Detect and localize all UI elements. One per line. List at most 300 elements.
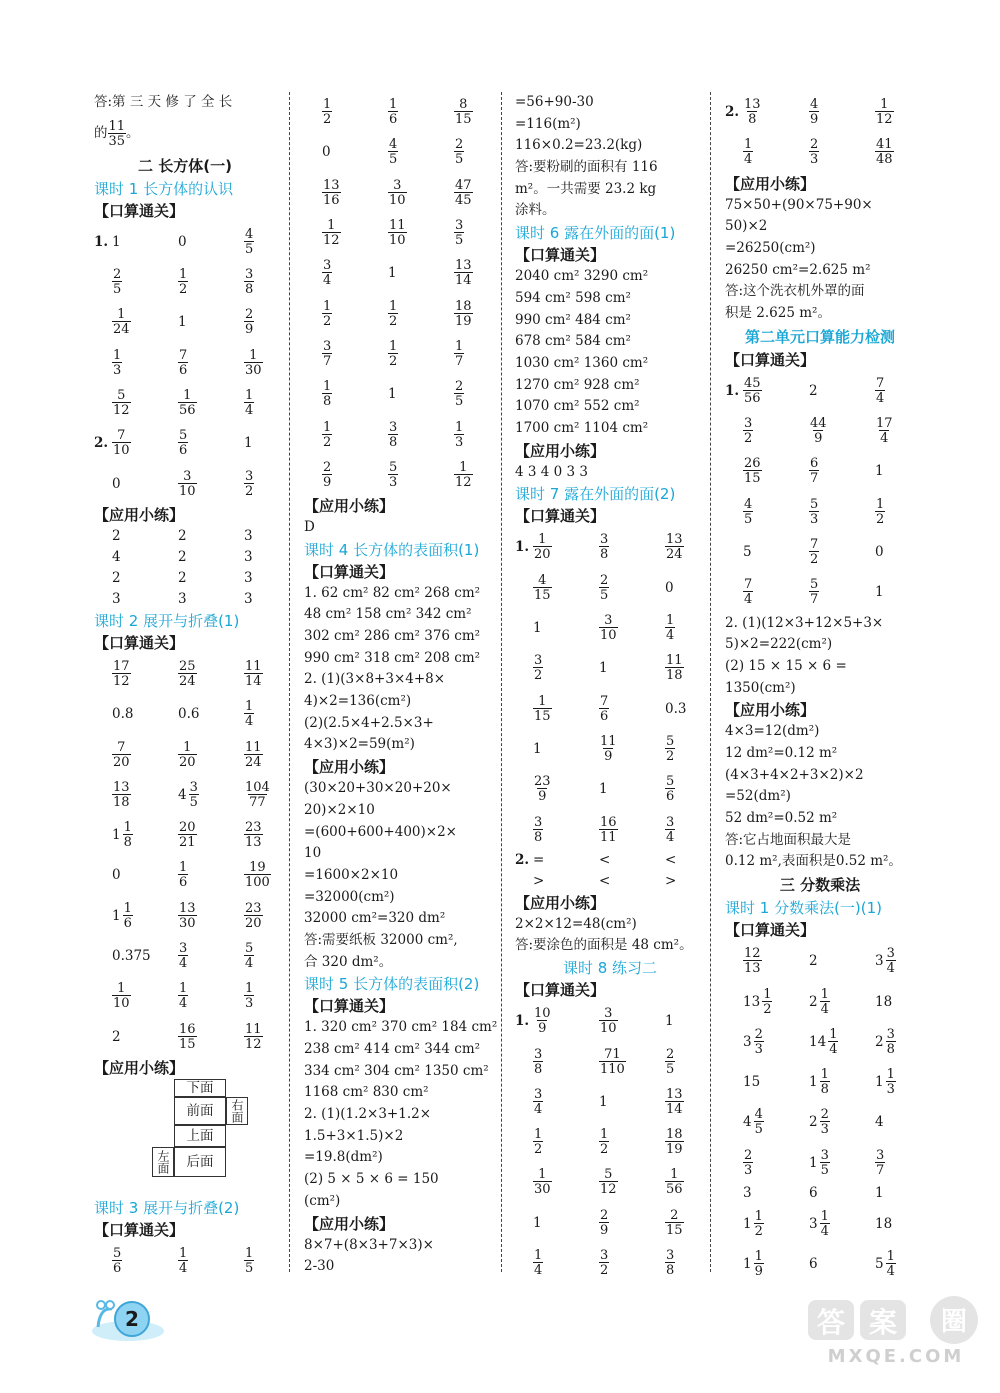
answer-cell — [244, 570, 253, 586]
answer-cell — [112, 706, 178, 722]
denominator: 10 — [113, 996, 130, 1012]
answer-row — [304, 92, 500, 132]
answer-cell — [244, 528, 253, 544]
fraction — [743, 947, 762, 975]
section-heading: 【应用小练】 — [94, 1058, 185, 1077]
answer-cell — [599, 660, 665, 676]
fraction — [244, 349, 263, 377]
column-divider — [289, 92, 290, 1272]
fraction — [809, 498, 819, 526]
numerator: 3 — [393, 177, 402, 193]
answer-cell — [322, 340, 388, 368]
fraction — [322, 98, 332, 126]
denominator: 3 — [113, 362, 122, 378]
whole-part: 2 — [875, 1033, 884, 1050]
numerator: 1 — [880, 97, 889, 113]
answer-cell — [599, 695, 665, 723]
answer-cell — [454, 138, 464, 166]
denominator: 10 — [600, 1021, 617, 1037]
denominator: 2 — [876, 511, 885, 527]
denominator: 8 — [389, 434, 398, 450]
answer-cell — [112, 660, 178, 688]
section-heading: 【口算通关】 — [94, 633, 185, 652]
answer-cell — [322, 219, 388, 247]
numerator: 12 — [744, 946, 761, 962]
answer-row — [304, 455, 500, 495]
answer-row — [725, 1183, 915, 1204]
answer-cell — [178, 349, 244, 377]
fraction — [820, 1108, 830, 1136]
answer-line: 积是 2.625 m²。 — [725, 305, 831, 322]
answer-row — [304, 414, 500, 454]
answer-value: 0 — [322, 144, 331, 161]
answer-cell — [178, 549, 244, 565]
answer-value: 3 — [244, 549, 253, 566]
answer-row — [515, 809, 705, 849]
denominator: 18 — [113, 794, 130, 810]
answer-cell — [112, 570, 178, 586]
numerator: 1 — [389, 97, 398, 113]
fraction — [599, 735, 618, 763]
answer-row — [725, 451, 915, 491]
answer-line: 1. 62 cm² 82 cm² 268 cm² — [304, 584, 481, 601]
denominator: 2 — [389, 313, 398, 329]
answer-row — [725, 1102, 915, 1142]
fraction — [599, 533, 609, 561]
answer-cell — [599, 852, 665, 868]
answer-line: 52 dm²=0.52 m² — [725, 810, 838, 826]
answer-cell — [244, 591, 253, 607]
fraction — [820, 1149, 830, 1177]
answer-cell — [665, 873, 676, 889]
numerator: 3 — [820, 1147, 829, 1163]
denominator: 2 — [245, 483, 254, 499]
fraction — [454, 179, 473, 207]
denominator: 12 — [455, 474, 472, 490]
numerator: 1 — [389, 338, 398, 354]
denominator: 12 — [600, 1182, 617, 1198]
numerator: 7 — [744, 577, 753, 593]
answer-value: 6 — [809, 1185, 818, 1202]
fraction — [875, 498, 885, 526]
mixed-number — [875, 1068, 896, 1096]
answer-row — [94, 589, 276, 610]
numerator: 1 — [245, 981, 254, 997]
numerator: 3 — [179, 940, 188, 956]
answer-cell — [533, 620, 599, 636]
answer-cell — [244, 228, 254, 256]
answer-cell — [665, 775, 675, 803]
denominator: 100 — [245, 875, 270, 891]
answer-cell — [244, 861, 271, 889]
whole-part: 4 — [178, 786, 187, 803]
answer-value: 6 — [809, 1256, 818, 1273]
denominator: 5 — [245, 241, 254, 257]
answer-value: 0.375 — [112, 947, 151, 964]
answer-cell — [809, 1068, 875, 1096]
numerator: 23 — [245, 820, 262, 836]
answer-cell — [178, 429, 244, 457]
denominator: 30 — [534, 1182, 551, 1198]
denominator: 4 — [179, 955, 188, 971]
numerator: 1 — [245, 699, 254, 715]
numerator: 2 — [323, 459, 332, 475]
numerator: 1 — [117, 307, 126, 323]
fraction — [388, 340, 398, 368]
answer-cell — [665, 1088, 684, 1116]
answer-cell — [599, 1094, 665, 1110]
denominator: 9 — [814, 431, 823, 447]
column-divider — [710, 92, 711, 1272]
answer-cell — [178, 268, 244, 296]
fraction — [244, 470, 254, 498]
section-heading: 【应用小练】 — [515, 893, 606, 912]
answer-line: 990 cm² 318 cm² 208 cm² — [304, 649, 481, 666]
fraction — [665, 1209, 684, 1237]
fraction — [665, 614, 675, 642]
numerator: 26 — [744, 456, 761, 472]
fraction — [112, 982, 131, 1010]
answer-cell — [533, 533, 599, 561]
answer-cell — [809, 1210, 875, 1238]
answer-cell — [809, 1149, 875, 1177]
fraction — [112, 429, 131, 457]
denominator: 10 — [389, 192, 406, 208]
answer-cell — [875, 463, 884, 479]
whole-part: 2 — [809, 993, 818, 1010]
answer-cell — [178, 470, 244, 498]
numerator: 7 — [117, 739, 126, 755]
numerator: 3 — [876, 1147, 885, 1163]
column-divider — [501, 92, 502, 1272]
answer-value: 0 — [665, 579, 674, 596]
denominator: 8 — [534, 829, 543, 845]
answer-row — [725, 1244, 915, 1284]
answer-cell — [743, 377, 809, 405]
numerator: 2 — [245, 307, 254, 323]
fraction — [388, 461, 398, 489]
denominator: 2 — [534, 1142, 543, 1158]
column-3 — [515, 92, 705, 1278]
answer-cell — [178, 528, 244, 544]
answer-cell — [112, 741, 178, 769]
denominator: 15 — [666, 1222, 683, 1238]
mixed-number — [809, 1149, 830, 1177]
answer-suffix: 。 — [126, 124, 140, 141]
answer-cell — [388, 219, 454, 247]
fraction — [322, 259, 332, 287]
fraction — [112, 1247, 122, 1275]
unit-title: 三 分数乘法 — [779, 876, 861, 895]
denominator: 15 — [534, 587, 551, 603]
section-heading: 【口算通关】 — [515, 981, 606, 1000]
numerator: 1 — [829, 1026, 838, 1042]
denominator: 6 — [666, 789, 675, 805]
answer-cell — [112, 528, 178, 544]
numerator: 2 — [600, 572, 609, 588]
answer-cell — [533, 873, 599, 889]
numerator: 1 — [327, 218, 336, 234]
answer-value: 0 — [112, 475, 121, 492]
numerator: 18 — [455, 298, 472, 314]
mixed-number — [809, 988, 830, 1016]
answer-value: 1 — [599, 1093, 608, 1110]
denominator: 10 — [179, 483, 196, 499]
answer-value: > — [533, 873, 545, 890]
denominator: 6 — [179, 875, 188, 891]
denominator: 3 — [389, 474, 398, 490]
denominator: 14 — [455, 273, 472, 289]
denominator: 56 — [179, 403, 196, 419]
fraction — [322, 421, 332, 449]
answer-cell — [454, 219, 464, 247]
denominator: 2 — [323, 434, 332, 450]
numerator: 1 — [534, 1247, 543, 1263]
denominator: 20 — [534, 547, 551, 563]
numerator: 3 — [886, 1026, 895, 1042]
fraction — [244, 1023, 263, 1051]
answer-cell — [875, 584, 884, 600]
denominator: 24 — [113, 322, 130, 338]
mixed-number — [743, 1250, 764, 1278]
fraction — [599, 574, 609, 602]
answer-cell — [743, 1108, 809, 1136]
answer-row — [94, 896, 276, 936]
answer-cell — [112, 867, 178, 883]
answer-line: 990 cm² 484 cm² — [515, 311, 631, 328]
numerator: 4 — [744, 496, 753, 512]
denominator: 7 — [455, 353, 464, 369]
answer-value: 1 — [112, 233, 121, 250]
answer-row — [515, 729, 705, 769]
fraction — [322, 179, 341, 207]
numerator: 1 — [179, 981, 188, 997]
answer-value: > — [665, 873, 677, 890]
question-number: 1. — [515, 539, 530, 556]
fraction — [754, 1210, 764, 1238]
answer-value: 1 — [875, 584, 884, 601]
fraction — [178, 821, 197, 849]
answer-cell — [178, 902, 244, 930]
column-2 — [304, 92, 500, 1275]
numerator: 47 — [455, 177, 472, 193]
answer-cell — [599, 1249, 665, 1277]
denominator: 4 — [245, 403, 254, 419]
fraction — [875, 1149, 885, 1177]
whole-part: 4 — [743, 1114, 752, 1131]
denominator: 3 — [245, 996, 254, 1012]
answer-cell — [665, 1249, 675, 1277]
section-heading: 【口算通关】 — [725, 350, 816, 369]
denominator: 5 — [455, 394, 464, 410]
fraction — [599, 1249, 609, 1277]
numerator: 2 — [455, 379, 464, 395]
answer-row — [94, 976, 276, 1016]
numerator: 7 — [810, 537, 819, 553]
answer-cell — [112, 308, 178, 336]
numerator: 3 — [323, 338, 332, 354]
answer-cell — [388, 138, 454, 166]
watermark-emblem-icon — [808, 1294, 988, 1366]
fraction — [112, 741, 131, 769]
denominator: 15 — [455, 112, 472, 128]
answer-cell — [665, 816, 675, 844]
fraction — [875, 98, 894, 126]
answer-row — [304, 293, 500, 333]
answer-cell — [112, 549, 178, 565]
denominator: 3 — [810, 511, 819, 527]
answer-cell — [533, 695, 599, 723]
mixed-number — [743, 1028, 764, 1056]
answer-row — [725, 1062, 915, 1102]
denominator: 56 — [666, 1182, 683, 1198]
numerator: 11 — [245, 1021, 262, 1037]
numerator: 1 — [886, 1067, 895, 1083]
fraction — [112, 268, 122, 296]
snail-mascot-icon — [88, 1297, 168, 1343]
answer-line: 合 320 dm²。 — [304, 953, 393, 970]
fraction — [665, 816, 675, 844]
answer-line: 5)×2=222(cm²) — [725, 636, 833, 653]
svg-text:答: 答 — [816, 1306, 846, 1339]
answer-value: 15 — [743, 1074, 761, 1091]
answer-cell — [178, 1023, 244, 1051]
denominator: 2 — [666, 748, 675, 764]
answer-value: 0.3 — [665, 700, 687, 717]
fraction — [886, 1028, 896, 1056]
denominator: 4 — [666, 628, 675, 644]
answer-value: 1 — [244, 435, 253, 452]
fraction — [244, 942, 254, 970]
answer-value: 1 — [533, 740, 542, 757]
answer-value: 5 — [743, 544, 752, 561]
answer-line: (4×3+4×2+3×2)×2 — [725, 766, 864, 783]
numerator: 3 — [323, 258, 332, 274]
fraction — [178, 660, 197, 688]
answer-cell — [178, 821, 244, 849]
cube-net-diagram — [112, 1079, 276, 1197]
denominator: 2 — [754, 1223, 763, 1239]
answer-line: =(600+600+400)×2× — [304, 823, 457, 840]
answer-line: D — [304, 518, 315, 535]
answer-cell — [599, 1048, 665, 1076]
page-number: 2 — [125, 1307, 139, 1331]
lesson-title: 课时 2 展开与折叠(1) — [94, 611, 240, 630]
answer-cell — [244, 660, 263, 688]
answer-cell — [244, 781, 271, 809]
numerator: 1 — [820, 1067, 829, 1083]
mixed-number — [809, 1210, 830, 1238]
numerator: 104 — [245, 779, 270, 795]
fraction — [244, 700, 254, 728]
answer-line: 0.12 m²,表面积是0.52 m²。 — [725, 853, 902, 870]
lesson-title: 课时 1 长方体的认识 — [94, 179, 234, 198]
section-heading: 【应用小练】 — [304, 758, 395, 777]
answer-cell — [244, 435, 253, 451]
fraction — [875, 377, 885, 405]
answer-cell — [178, 1247, 244, 1275]
numerator: 23 — [245, 900, 262, 916]
question-number: 2. — [94, 435, 109, 452]
answer-cell — [388, 386, 454, 402]
answer-cell — [388, 421, 454, 449]
numerator: 13 — [113, 779, 130, 795]
denominator: 20 — [113, 754, 130, 770]
denominator: 2 — [600, 1262, 609, 1278]
numerator: 1 — [179, 267, 188, 283]
whole-part: 1 — [743, 1215, 752, 1232]
denominator: 4 — [880, 431, 889, 447]
denominator: 24 — [245, 754, 262, 770]
whole-part: 14 — [809, 1033, 827, 1050]
denominator: 14 — [666, 1101, 683, 1117]
denominator: 4 — [245, 714, 254, 730]
fraction — [809, 457, 819, 485]
answer-value: 0.6 — [178, 706, 200, 723]
answer-value: 2 — [178, 570, 187, 587]
answer-cell — [743, 988, 809, 1016]
denominator: 35 — [108, 133, 126, 149]
denominator: 4 — [886, 961, 895, 977]
section-heading: 【应用小练】 — [304, 496, 395, 515]
answer-cell — [665, 654, 684, 682]
column-1 — [94, 92, 276, 1276]
answer-cell — [178, 942, 244, 970]
answer-cell — [665, 1168, 684, 1196]
numerator: 3 — [389, 419, 398, 435]
answer-row — [304, 253, 500, 293]
numerator: 7 — [600, 693, 609, 709]
answer-value: 2 — [809, 953, 818, 970]
fraction — [244, 902, 263, 930]
numerator: 1 — [459, 459, 468, 475]
lesson-title: 课时 6 露在外面的面(1) — [515, 224, 676, 243]
denominator: 9 — [323, 474, 332, 490]
numerator: 6 — [810, 456, 819, 472]
answer-cell — [875, 947, 896, 975]
answer-row — [725, 572, 915, 612]
denominator: 5 — [245, 1260, 254, 1276]
whole-part: 3 — [743, 1033, 752, 1050]
denominator: 2 — [600, 1142, 609, 1158]
numerator: 2 — [113, 267, 122, 283]
answer-cell — [178, 389, 244, 417]
answer-cell — [533, 1088, 599, 1116]
lesson-title: 课时 4 长方体的表面积(1) — [304, 540, 480, 559]
answer-cell — [112, 234, 178, 250]
fraction — [809, 138, 819, 166]
numerator: 1 — [670, 1167, 679, 1183]
numerator: 1 — [245, 1245, 254, 1261]
answer-value: 1 — [665, 1013, 674, 1030]
answer-line: 4)×2=136(cm²) — [304, 693, 412, 710]
answer-row — [515, 689, 705, 729]
answer-row — [725, 1143, 915, 1183]
fraction — [820, 1068, 830, 1096]
answer-cell — [599, 1209, 665, 1237]
answer-line: =32000(cm²) — [304, 888, 395, 905]
answer-cell — [454, 179, 473, 207]
answer-value: 1 — [599, 660, 608, 677]
answer-cell — [875, 994, 892, 1010]
fraction — [123, 902, 133, 930]
answer-row — [304, 334, 500, 374]
fraction — [809, 538, 819, 566]
whole-part: 1 — [809, 1074, 818, 1091]
numerator: 2 — [455, 137, 464, 153]
numerator: 25 — [179, 658, 196, 674]
section-heading: 【口算通关】 — [94, 1220, 185, 1239]
